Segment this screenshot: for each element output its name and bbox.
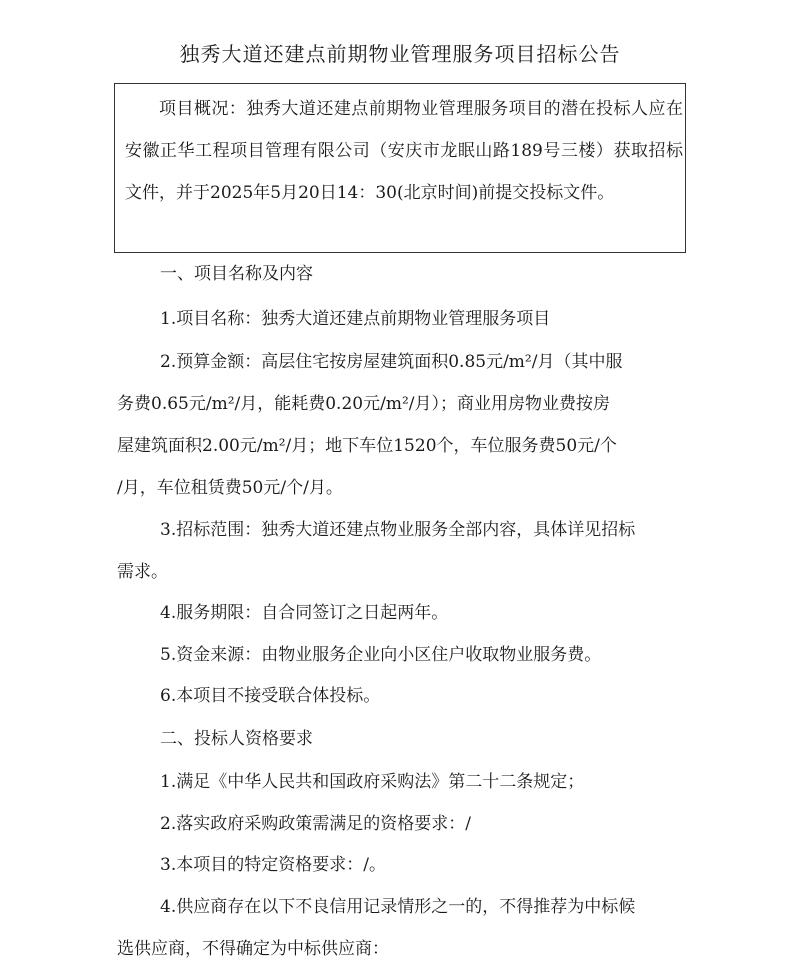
section1-item3-line1: 3.招标范围：独秀大道还建点物业服务全部内容，具体详见招标 [160, 520, 636, 540]
section1-item2-line2: 务费0.65元/m²/月，能耗费0.20元/m²/月）；商业用房物业费按房 [117, 394, 610, 414]
section1-item2-line3: 屋建筑面积2.00元/m²/月；地下车位1520个，车位服务费50元/个 [117, 436, 617, 456]
section1-item2-line1: 2.预算金额：高层住宅按房屋建筑面积0.85元/m²/月（其中服 [160, 352, 623, 372]
section2-item3: 3.本项目的特定资格要求：/。 [160, 855, 386, 875]
section2-item4-line1: 4.供应商存在以下不良信用记录情形之一的，不得推荐为中标候 [160, 897, 636, 917]
section2-item4-line2: 选供应商，不得确定为中标供应商： [117, 939, 389, 959]
section1-item2-line4: /月，车位租赁费50元/个/月。 [117, 478, 343, 498]
overview-text: 项目概况：独秀大道还建点前期物业管理服务项目的潜在投标人应在安徽正华工程项目管理有限公司（安庆市龙眠山路189号三楼）获取招标文件，并于2025年5月20日14：30(北京时间)前提交投标文件。 [125, 99, 683, 203]
page-title: 独秀大道还建点前期物业管理服务项目招标公告 [179, 42, 621, 66]
section1-item5: 5.资金来源：由物业服务企业向小区住户收取物业服务费。 [160, 645, 602, 665]
section1-item1: 1.项目名称：独秀大道还建点前期物业管理服务项目 [160, 309, 551, 329]
section2-item2: 2.落实政府采购政策需满足的资格要求：/ [160, 814, 471, 834]
section1-item4: 4.服务期限：自合同签订之日起两年。 [160, 603, 449, 623]
section1-heading: 一、项目名称及内容 [160, 264, 313, 284]
section1-item3-line2: 需求。 [117, 562, 168, 582]
section2-item1: 1.满足《中华人民共和国政府采购法》第二十二条规定； [160, 772, 585, 792]
overview-box [114, 83, 686, 253]
section2-heading: 二、投标人资格要求 [160, 729, 313, 749]
section1-item6: 6.本项目不接受联合体投标。 [160, 686, 381, 706]
